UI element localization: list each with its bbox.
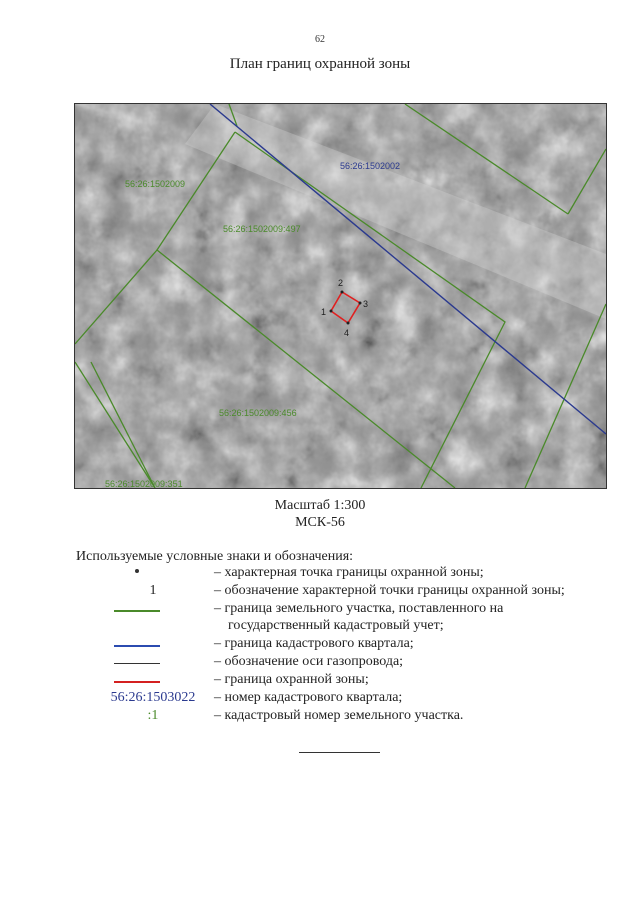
map-scale [0, 497, 640, 531]
point-label-2: 2 [338, 278, 344, 288]
black-line-icon [114, 663, 160, 664]
legend-item [76, 636, 616, 654]
page-number: 62 [315, 34, 325, 45]
blue-line-icon [114, 645, 160, 647]
zone-point [347, 322, 350, 325]
legend-description: – обозначение оси газопровода; [214, 654, 404, 669]
legend-item [76, 565, 616, 583]
legend-item [76, 654, 616, 672]
parcel-number-label: 56:26:1502009:456 [219, 408, 297, 418]
scale-ratio: Масштаб 1:300 [274, 498, 366, 513]
zone-point [359, 302, 362, 305]
point-label-4: 4 [344, 328, 350, 338]
legend-item [76, 601, 616, 619]
legend-description: – номер кадастрового квартала; [214, 690, 403, 705]
legend-description: – граница охранной зоны; [214, 672, 369, 687]
cadastral-map [74, 103, 607, 489]
legend-description: – кадастровый номер земельного участка. [214, 708, 464, 723]
legend-heading: Используемые условные знаки и обозначения: [76, 549, 354, 564]
legend-item-continuation [76, 618, 616, 636]
footer-rule [299, 752, 380, 753]
legend-description: – граница земельного участка, поставленного на [214, 601, 504, 616]
red-line-icon [114, 681, 160, 683]
legend-item [76, 690, 616, 708]
quarter-number-label: 56:26:1502002 [340, 161, 401, 171]
coordinate-system: МСК-56 [295, 515, 345, 530]
point-label-1: 1 [321, 307, 327, 317]
legend-description: – характерная точка границы охранной зоны; [214, 565, 484, 580]
legend-description: – граница кадастрового квартала; [214, 636, 414, 651]
parcel-number-label: 56:26:1502009 [125, 179, 186, 189]
quarter-number-symbol: 56:26:1503022 [110, 690, 196, 705]
parcel-number-label: 56:26:1502009:351 [105, 479, 183, 488]
point-label-3: 3 [363, 299, 369, 309]
parcel-number-label: 56:26:1502009:497 [223, 224, 301, 234]
point-number-symbol: 1 [149, 583, 157, 598]
point-symbol-icon [135, 569, 139, 573]
parcel-number-symbol: :1 [147, 708, 159, 723]
legend-item [76, 672, 616, 690]
zone-point [341, 291, 344, 294]
zone-point [330, 310, 333, 313]
legend-item [76, 708, 616, 726]
page-title: План границ охранной зоны [229, 56, 411, 72]
legend-description: – обозначение характерной точки границы охранной зоны; [214, 583, 565, 598]
map-image [75, 104, 606, 488]
legend-item [76, 583, 616, 601]
legend-description: государственный кадастровый учет; [228, 618, 444, 633]
green-line-icon [114, 610, 160, 612]
